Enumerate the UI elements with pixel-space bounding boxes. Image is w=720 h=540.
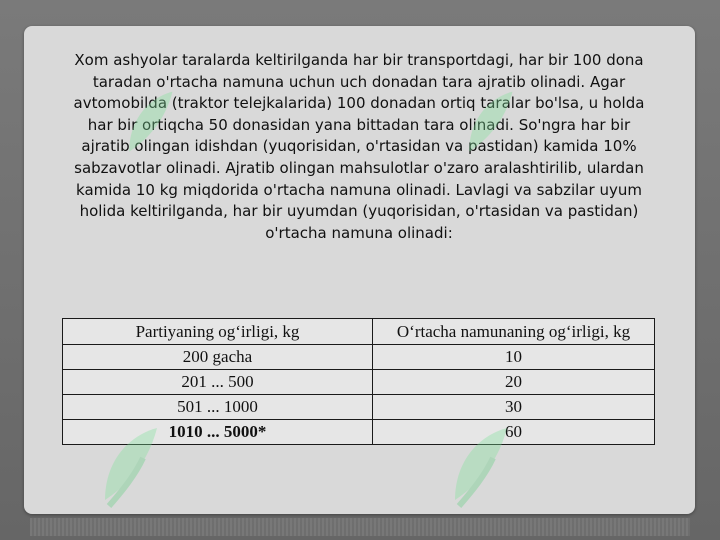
leaf-logo-icon — [460, 85, 520, 160]
table-cell: 60 — [373, 420, 655, 445]
header-sample-weight: O‘rtacha namunaning og‘irligi, kg — [373, 319, 655, 345]
table-cell: 201 ... 500 — [63, 370, 373, 395]
table-header-row — [63, 319, 655, 345]
table-row — [63, 395, 655, 420]
leaf-logo-icon — [445, 420, 515, 510]
leaf-logo-icon — [120, 85, 180, 160]
table-row — [63, 345, 655, 370]
table-row — [63, 370, 655, 395]
table-cell: 10 — [373, 345, 655, 370]
header-batch-weight: Partiyaning og‘irligi, kg — [63, 319, 373, 345]
table-cell: 501 ... 1000 — [63, 395, 373, 420]
table-cell: 200 gacha — [63, 345, 373, 370]
body-paragraph: Xom ashyolar taralarda keltirilganda har bir transportdagi, har bir 100 dona taradan o'rtacha namuna uchun uch donadan tara ajratib olinadi. Agar avtomobilda (traktor telejkalarida) 100 donadan ortiq taralar bo'lsa, u holda har bir ortiqcha 50 donasidan yana bittadan tara olinadi. So'ngra har bir ajratib olingan idishdan (yuqorisidan, o'rtasidan va pastidan) kamida 10% sabzavotlar olinadi. Ajratib olingan mahsulotlar o'zaro aralashtirilib, ulardan kamida 10 kg miqdorida o'rtacha namuna olinadi. Lavlagi va sabzilar uyum holida keltirilganda, har bir uyumdan (yuqorisidan, o'rtasidan va pastidan) o'rtacha namuna olinadi: — [73, 51, 645, 242]
table-cell: 30 — [373, 395, 655, 420]
leaf-logo-icon — [95, 420, 165, 510]
table-cell: 1010 ... 5000* — [63, 420, 373, 445]
table-cell: 20 — [373, 370, 655, 395]
footer-decoration — [30, 518, 690, 536]
